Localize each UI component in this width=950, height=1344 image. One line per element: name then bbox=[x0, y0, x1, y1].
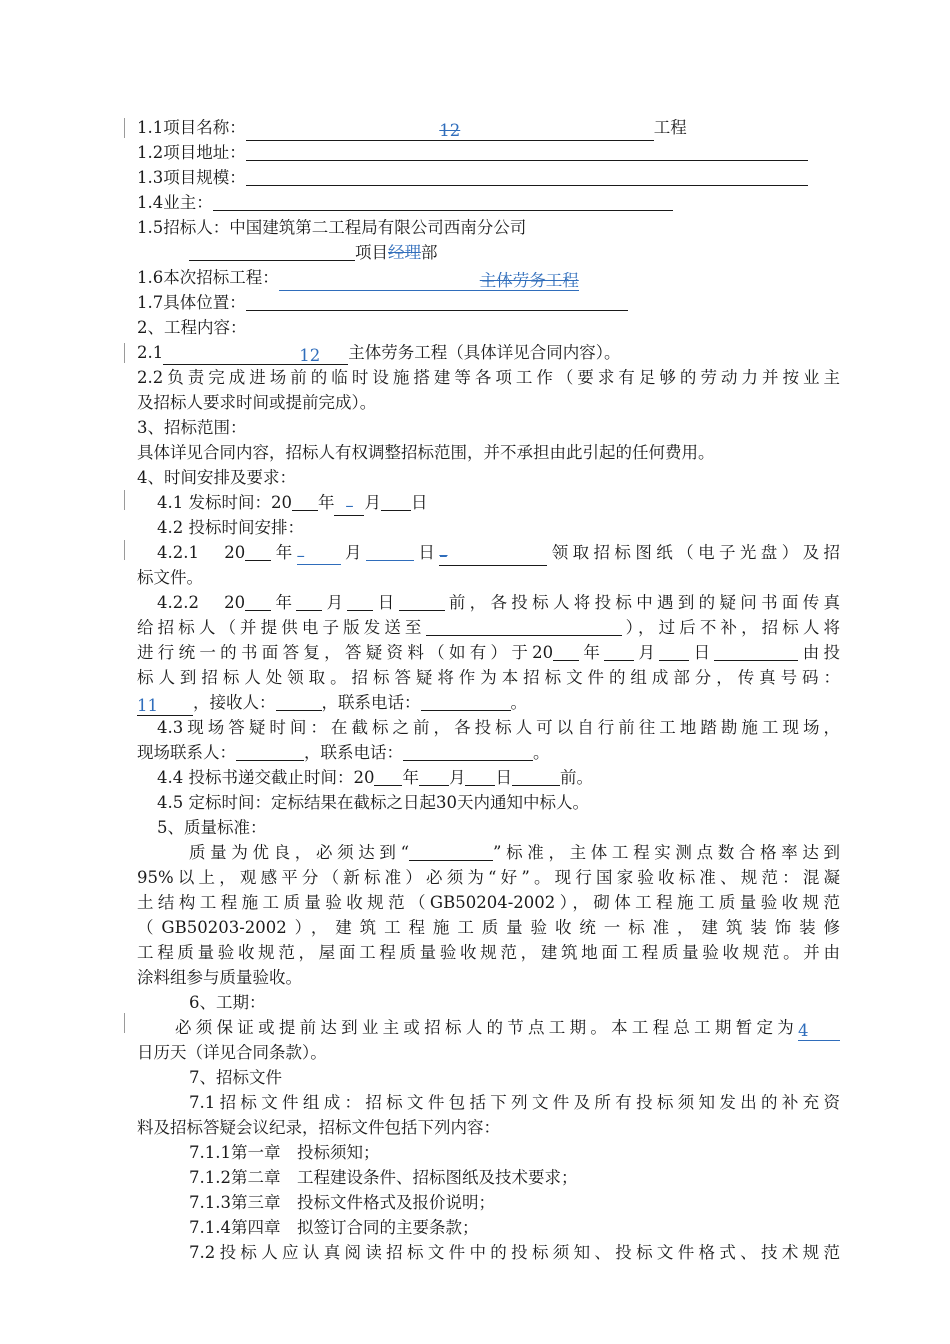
month-field bbox=[334, 497, 364, 516]
item-text: 领取招标图纸（电子光盘）及招 bbox=[547, 543, 841, 562]
change-bar bbox=[124, 540, 125, 560]
item-4-2: 4.2 投标时间安排： bbox=[157, 518, 304, 537]
item-text: 月 bbox=[322, 593, 348, 612]
quality-paragraph: 涂料组参与质量验收。 bbox=[137, 968, 302, 987]
item-7-1-3: 7.1.3第三章 投标文件格式及报价说明； bbox=[189, 1193, 495, 1212]
item-4-4 bbox=[137, 766, 840, 790]
item-text: 现场联系人： bbox=[137, 743, 236, 762]
item-text: 月 bbox=[340, 543, 366, 562]
revision-deleted: 经理 bbox=[388, 243, 421, 262]
item-text: 日 bbox=[413, 543, 440, 562]
day-field bbox=[659, 642, 689, 661]
revision-inserted: 4 bbox=[798, 1021, 809, 1040]
item-text: 日 bbox=[689, 643, 715, 662]
item-4-2-2-cont bbox=[137, 691, 840, 715]
item-text: 4.2.2 20 bbox=[157, 593, 246, 612]
phone-field bbox=[421, 692, 511, 711]
item-7-1-1: 7.1.1第一章 投标须知； bbox=[189, 1143, 380, 1162]
item-text: 年 bbox=[317, 493, 335, 512]
item-text: 年 bbox=[579, 643, 605, 662]
item-text: 。 bbox=[510, 693, 527, 712]
year-field bbox=[553, 642, 579, 661]
quality-paragraph: 工程质量验收规范，屋面工程质量验收规范，建筑地面工程质量验收规范。并由 bbox=[137, 943, 840, 962]
item-label: 1.2项目地址： bbox=[137, 143, 246, 162]
item-text: 月 bbox=[364, 493, 381, 512]
item-label: 1.1项目名称： bbox=[137, 118, 246, 137]
day-field bbox=[366, 542, 414, 561]
item-1-6 bbox=[137, 266, 840, 290]
item-text: 由投 bbox=[798, 643, 841, 662]
project-name-field bbox=[246, 122, 654, 141]
item-4-5: 4.5 定标时间：定标结果在截标之日起30天内通知中标人。 bbox=[157, 793, 589, 812]
quality-paragraph: 土结构工程施工质量验收规范（GB50204-2002），砌体工程施工质量验收规范 bbox=[137, 893, 840, 912]
item-text: ，联系电话： bbox=[321, 693, 421, 712]
item-text: 项目 bbox=[355, 243, 388, 262]
item-text: 给招标人（并提供电子版发送至 bbox=[137, 618, 426, 637]
item-text: 日 bbox=[495, 768, 512, 787]
item-4-2-2-cont bbox=[137, 616, 840, 640]
item-1-1 bbox=[137, 116, 840, 140]
item-text: 进行统一的书面答复，答疑资料（如有）于20 bbox=[137, 643, 554, 662]
item-1-5-cont bbox=[137, 241, 840, 265]
section-6-title: 6、工期： bbox=[189, 993, 266, 1012]
change-bar bbox=[124, 118, 125, 138]
item-2-1 bbox=[137, 341, 840, 365]
project-scale-field bbox=[246, 167, 808, 186]
section-3-title: 3、招标范围： bbox=[137, 418, 247, 437]
time-field bbox=[512, 767, 560, 786]
item-4-2-2 bbox=[137, 591, 840, 615]
revision-inserted: – bbox=[345, 496, 354, 515]
revision-deleted: 主体劳务工程 bbox=[479, 271, 579, 290]
item-text: 年 bbox=[271, 593, 297, 612]
fax-field bbox=[137, 697, 193, 716]
email-field bbox=[426, 617, 622, 636]
item-text: 部 bbox=[421, 243, 438, 262]
revision-inserted: 11 bbox=[137, 696, 158, 715]
schedule-paragraph bbox=[137, 1016, 840, 1040]
day-field bbox=[381, 492, 411, 511]
change-bar bbox=[124, 343, 125, 363]
item-4-2-1 bbox=[137, 541, 840, 565]
item-text: 月 bbox=[634, 643, 660, 662]
time-field bbox=[439, 547, 547, 566]
item-4-3: 4.3现场答疑时间：在截标之前，各投标人可以自行前往工地踏勘施工现场， bbox=[157, 718, 840, 737]
tender-project-field bbox=[279, 272, 579, 291]
item-1-3 bbox=[137, 166, 840, 190]
item-7-1-cont: 料及招标答疑会议纪录，招标文件包括下列内容： bbox=[137, 1118, 500, 1137]
item-text: 主体劳务工程（具体详见合同内容）。 bbox=[348, 343, 621, 362]
item-text: 前，各投标人将投标中遇到的疑问书面传真 bbox=[444, 593, 841, 612]
schedule-paragraph: 日历天（详见合同条款）。 bbox=[137, 1043, 327, 1062]
revision-deleted: – bbox=[439, 546, 448, 565]
item-1-2 bbox=[137, 141, 840, 165]
contact-field bbox=[236, 742, 304, 761]
item-text: 月 bbox=[448, 768, 466, 787]
section-2-title: 2、工程内容： bbox=[137, 318, 247, 337]
item-label: 1.5招标人：中国建筑第二工程局有限公司西南分公司 bbox=[137, 218, 527, 237]
duration-field bbox=[798, 1022, 840, 1041]
item-text: 年 bbox=[402, 768, 419, 787]
year-field bbox=[245, 592, 271, 611]
year-field bbox=[374, 767, 402, 786]
item-4-2-2-cont: 标人到招标人处领取。招标答疑将作为本招标文件的组成部分，传真号码： bbox=[137, 668, 840, 687]
item-text: ，接收人： bbox=[193, 693, 276, 712]
section-7-title: 7、招标文件 bbox=[189, 1068, 282, 1087]
day-field bbox=[347, 592, 373, 611]
work-content-field bbox=[163, 347, 348, 365]
year-field bbox=[245, 542, 271, 561]
item-text: ，联系电话： bbox=[304, 743, 403, 762]
location-field bbox=[246, 292, 628, 311]
section-3-text: 具体详见合同内容，招标人有权调整招标范围，并不承担由此引起的任何费用。 bbox=[137, 443, 715, 462]
item-1-7 bbox=[137, 291, 840, 315]
receiver-field bbox=[276, 692, 322, 711]
item-label: 1.3项目规模： bbox=[137, 168, 246, 187]
item-4-2-1-cont: 标文件。 bbox=[137, 568, 203, 587]
item-label: 2.1 bbox=[137, 343, 164, 362]
item-7-1-4: 7.1.4第四章 拟签订合同的主要条款； bbox=[189, 1218, 479, 1237]
department-field bbox=[189, 242, 355, 261]
quality-paragraph: 95%以上，观感平分（新标准）必须为“好”。现行国家验收标准、规范：混凝 bbox=[137, 868, 840, 887]
year-field bbox=[292, 492, 318, 511]
quality-paragraph bbox=[137, 841, 840, 865]
item-4-1 bbox=[137, 491, 840, 515]
section-5-title: 5、质量标准： bbox=[157, 818, 267, 837]
month-field bbox=[604, 642, 634, 661]
item-4-3-cont bbox=[137, 741, 840, 765]
item-1-4 bbox=[137, 191, 840, 215]
time-field bbox=[399, 592, 445, 611]
item-text: 4.4 投标书递交截止时间：20 bbox=[157, 768, 375, 787]
month-field bbox=[419, 767, 449, 786]
item-text: ），过后不补，招标人将 bbox=[621, 618, 841, 637]
item-text: 4.1 发标时间：20 bbox=[157, 493, 292, 512]
item-7-1-2: 7.1.2第二章 工程建设条件、招标图纸及技术要求； bbox=[189, 1168, 578, 1187]
item-text: 质量为优良，必须达到“ bbox=[189, 843, 410, 862]
project-address-field bbox=[246, 142, 808, 161]
revision-deleted: 12 bbox=[439, 121, 461, 140]
item-text: 日 bbox=[410, 493, 428, 512]
change-bar bbox=[124, 490, 125, 510]
revision-inserted: 12 bbox=[299, 346, 321, 365]
item-text: 年 bbox=[271, 543, 297, 562]
item-2-2: 2.2负责完成进场前的临时设施搭建等各项工作（要求有足够的劳动力并按业主 bbox=[137, 368, 840, 387]
section-4-title: 4、时间安排及要求： bbox=[137, 468, 296, 487]
item-text: 4.2.1 20 bbox=[157, 543, 246, 562]
item-7-2: 7.2投标人应认真阅读招标文件中的投标须知、投标文件格式、技术规范 bbox=[189, 1243, 840, 1262]
item-text: ”标准，主体工程实测点数合格率达到 bbox=[493, 843, 841, 862]
day-field bbox=[465, 767, 495, 786]
item-7-1: 7.1招标文件组成：招标文件包括下列文件及所有投标须知发出的补充资 bbox=[189, 1093, 840, 1112]
item-label: 1.7具体位置： bbox=[137, 293, 246, 312]
quality-paragraph: （GB50203-2002），建筑工程施工质量验收统一标准，建筑装饰装修 bbox=[137, 918, 840, 937]
phone-field bbox=[403, 742, 533, 761]
item-text: 必须保证或提前达到业主或招标人的节点工期。本工程总工期暂定为 bbox=[175, 1018, 798, 1037]
time-field bbox=[714, 642, 798, 661]
item-text: 。 bbox=[533, 743, 550, 762]
month-field bbox=[297, 547, 341, 565]
item-suffix: 工程 bbox=[653, 118, 687, 137]
item-label: 1.6本次招标工程： bbox=[137, 268, 279, 287]
standard-field bbox=[409, 842, 493, 861]
item-label: 1.4业主： bbox=[137, 193, 213, 212]
item-text: 前。 bbox=[559, 768, 593, 787]
item-1-5 bbox=[137, 216, 840, 240]
month-field bbox=[296, 592, 322, 611]
item-2-2-cont: 及招标人要求时间或提前完成）。 bbox=[137, 393, 377, 412]
item-text: 日 bbox=[373, 593, 399, 612]
owner-field bbox=[213, 192, 673, 211]
change-bar bbox=[124, 1013, 125, 1033]
revision-inserted: – bbox=[296, 546, 305, 565]
item-4-2-2-cont bbox=[137, 641, 840, 665]
